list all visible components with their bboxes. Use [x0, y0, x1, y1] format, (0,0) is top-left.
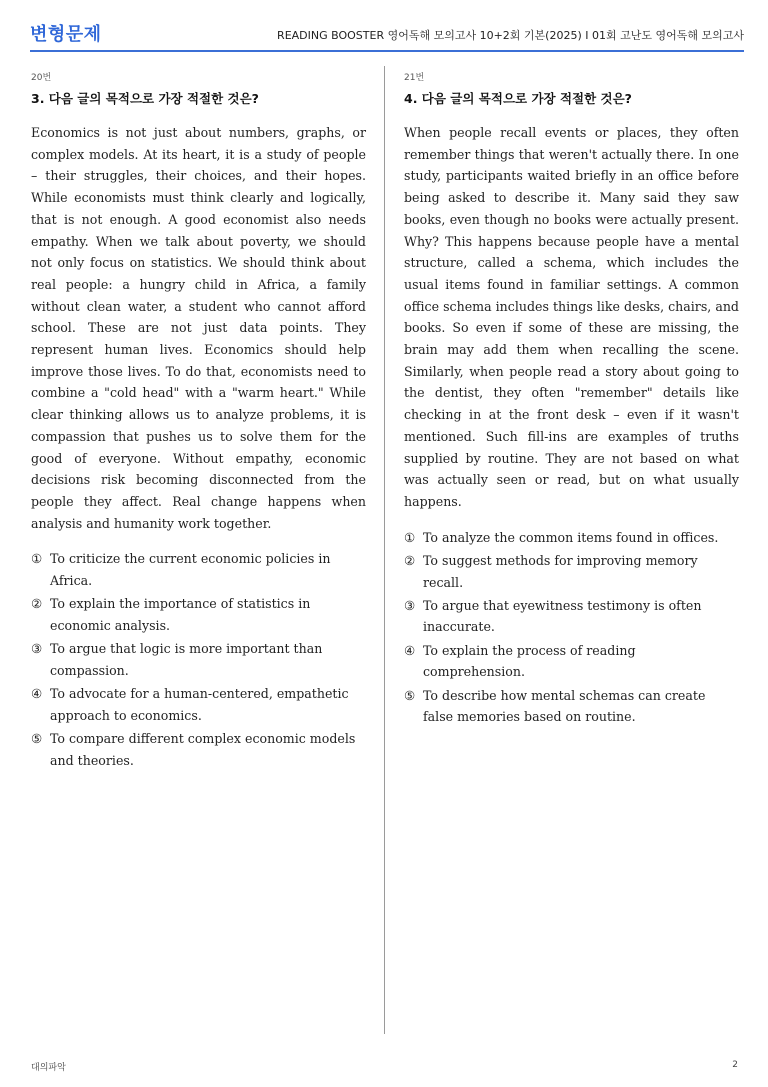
choice-number: ⑤: [31, 730, 43, 746]
answer-choice-5[interactable]: [404, 685, 739, 728]
question-heading: 4. 다음 글의 목적으로 가장 적절한 것은?: [404, 91, 632, 106]
choice-text: To suggest methods for improving memory recall.: [423, 552, 698, 590]
answer-choice-4[interactable]: [404, 640, 739, 683]
choice-text: To advocate for a human-centered, empathetic approach to economics.: [50, 686, 349, 723]
answer-choice-1[interactable]: [404, 527, 739, 549]
choice-number: ③: [31, 641, 43, 657]
page-number: 2: [732, 1060, 738, 1070]
choice-number: ②: [31, 596, 43, 612]
column-divider: [384, 66, 385, 1034]
reading-passage: Economics is not just about numbers, graphs, or complex models. At its heart, it is a study of people – their struggles, their choices, and their hopes. While economists must think clearly and logically, that is not enough. A good economist also needs empathy. When we talk about poverty, we should not only focus on statistics. We should think about real people: a hungry child in Africa, a family without clean water, a student who cannot afford school. These are not just data points. They represent human lives. Economics should help improve those lives. To do that, economists need to combine a "cold head" with a "warm heart." While clear thinking allows us to analyze problems, it is compassion that pushes us to solve them for the good of everyone. Without empathy, economic decisions risk becoming disconnected from the people they affect. Real change happens when analysis and humanity work together.: [31, 125, 366, 531]
choice-text: To explain the importance of statistics in economic analysis.: [50, 596, 311, 633]
question-column-right: [404, 70, 739, 729]
choice-text: To explain the process of reading comprehension.: [423, 642, 636, 680]
answer-choice-2[interactable]: [31, 593, 366, 636]
footer-publisher: 대의파악: [31, 1063, 66, 1073]
choice-text: To argue that eyewitness testimony is often inaccurate.: [423, 597, 702, 635]
choice-number: ①: [404, 529, 416, 545]
answer-choice-2[interactable]: [404, 550, 739, 593]
choice-number: ④: [31, 686, 43, 702]
question-number-label: 21번: [404, 73, 425, 83]
choice-number: ④: [404, 642, 416, 658]
answer-choice-3[interactable]: [31, 638, 366, 681]
choice-text: To analyze the common items found in offices.: [423, 529, 719, 545]
choice-text: To compare different complex economic models and theories.: [50, 730, 356, 768]
answer-choice-4[interactable]: [31, 683, 366, 726]
choice-text: To criticize the current economic policies in Africa.: [50, 551, 331, 589]
reading-passage: When people recall events or places, they often remember things that weren't actually there. In one study, participants waited briefly in an office before being asked to describe it. Many said they saw books, even though no books were actually present. Why? This happens because people have a mental structure, called a schema, which includes the usual items found in familiar settings. A common office schema includes things like desks, chairs, and books. So even if some of these are missing, the brain may add them when recalling the scene. Similarly, when people read a story about going to the dentist, they often "remember" details like checking in at the front desk – even if it wasn't mentioned. Such fill-ins are examples of truths supplied by routine. They are not based on what was actually seen or read, but on what usually happens.: [404, 125, 739, 509]
choice-number: ③: [404, 597, 416, 613]
page-header: [30, 18, 744, 52]
answer-choices: [404, 527, 739, 728]
answer-choice-1[interactable]: [31, 548, 366, 591]
choice-text: To describe how mental schemas can create false memories based on routine.: [423, 687, 706, 725]
question-column-left: [31, 70, 366, 773]
choice-text: To argue that logic is more important than compassion.: [50, 641, 323, 678]
brand-label: 변형문제: [30, 24, 102, 45]
choice-number: ①: [31, 551, 43, 567]
choice-number: ②: [404, 552, 416, 568]
answer-choice-5[interactable]: [31, 728, 366, 771]
question-number-label: 20번: [31, 73, 52, 83]
question-heading: 3. 다음 글의 목적으로 가장 적절한 것은?: [31, 91, 259, 106]
choice-number: ⑤: [404, 687, 416, 703]
series-title: READING BOOSTER 영어독해 모의고사 10+2회 기본(2025) I 01회 고난도 영어독해 모의고사: [277, 29, 744, 42]
answer-choice-3[interactable]: [404, 595, 739, 638]
answer-choices: [31, 548, 366, 771]
